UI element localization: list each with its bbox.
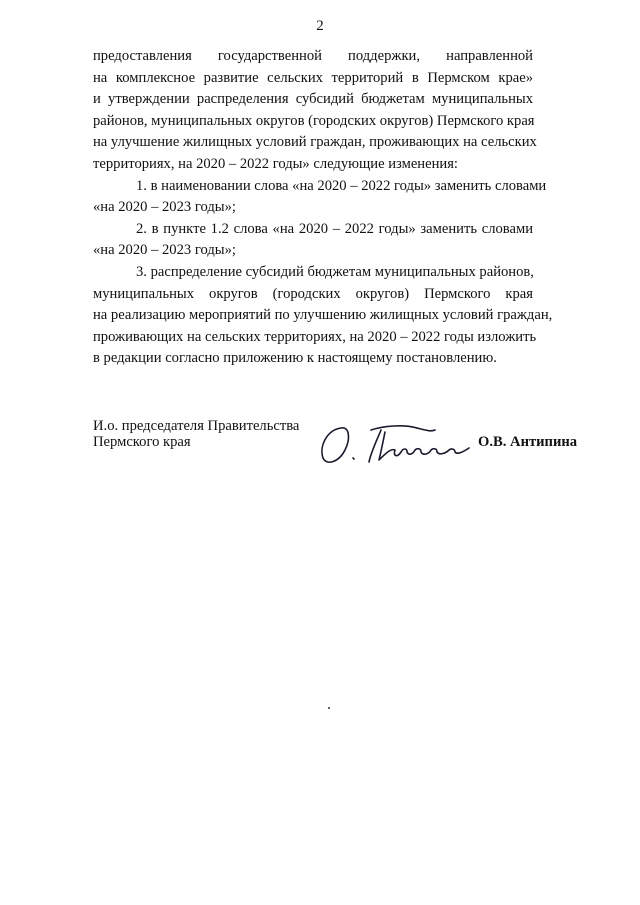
body-line: территориях, на 2020 – 2022 годы» следующие изменения: [93,155,458,172]
list-item-2: 2. в пункте 1.2 слова «на 2020 – 2022 годы» заменить словами [136,220,533,237]
body-line: районов, муниципальных округов (городских округов) Пермского края [93,112,535,129]
body-line: и утверждении распределения субсидий бюджетам муниципальных [93,91,533,108]
signatory-title-line: И.о. председателя Правительства [93,418,300,434]
body-line: «на 2020 – 2023 годы»; [93,242,236,259]
body-line: на улучшение жилищных условий граждан, проживающих на сельских [93,134,537,151]
body-line: муниципальных округов (городских округов) Пермского края [93,285,533,302]
signatory-name: О.В. Антипина [478,434,578,450]
body-line: проживающих на сельских территориях, на 2020 – 2022 годы изложить [93,328,537,345]
signatory-title-line: Пермского края [93,434,191,450]
page-number: 2 [316,18,324,34]
list-item-1: 1. в наименовании слова «на 2020 – 2022 годы» заменить словами [136,177,547,194]
body-line: в редакции согласно приложению к настоящему постановлению. [93,350,497,367]
stray-mark [328,707,330,709]
body-line: на комплексное развитие сельских территорий в Пермском крае» [93,69,533,86]
handwritten-signature [313,418,493,468]
signature-block [93,418,583,478]
list-item-3: 3. распределение субсидий бюджетам муниципальных районов, [136,263,534,280]
signatory-title [93,418,299,450]
document-body [93,46,553,370]
body-line: «на 2020 – 2023 годы»; [93,199,236,216]
body-line: предоставления государственной поддержки, направленной [93,48,533,64]
body-line: на реализацию мероприятий по улучшению жилищных условий граждан, [93,307,553,324]
